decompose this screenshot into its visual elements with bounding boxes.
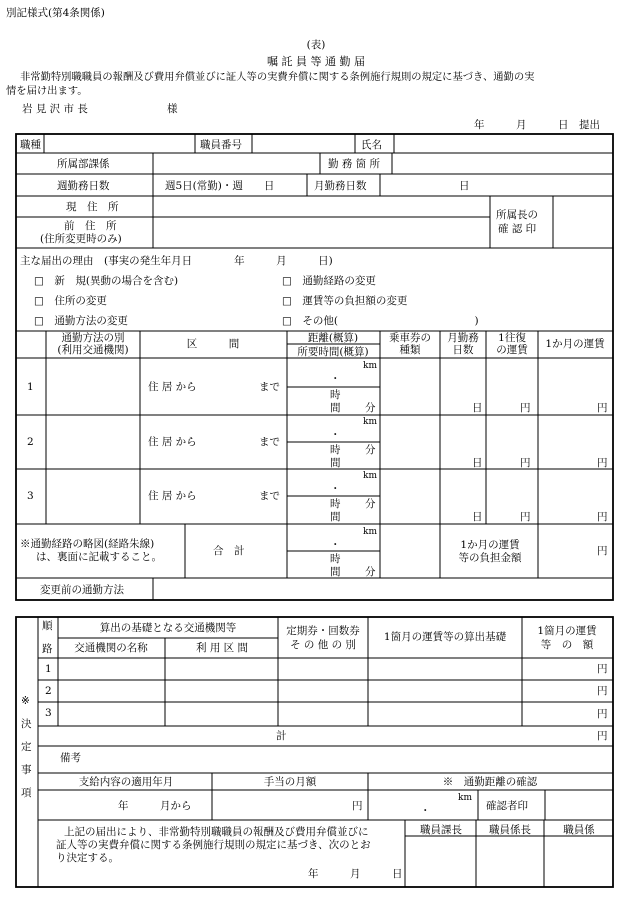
row-dot: ・: [330, 483, 341, 495]
apply-month-value: 年 月から: [118, 800, 192, 812]
total-kan: 間: [330, 566, 341, 578]
col-time: 所要時間(概算): [297, 346, 369, 358]
basis-head: 算出の基礎となる交通機関等: [99, 622, 237, 634]
row-ji: 時: [330, 498, 341, 510]
row-from: 住 居 から: [148, 381, 197, 393]
decision-row-yen: 円: [597, 663, 608, 675]
distance-check-label: ※ 通勤距離の確認: [442, 776, 538, 788]
side-char: 事: [21, 764, 32, 776]
distance-km: km: [458, 793, 472, 803]
row-en-month: 円: [597, 457, 608, 469]
addressee-sama: 様: [167, 103, 178, 115]
row-en: 円: [520, 511, 531, 523]
row-fun: 分: [365, 444, 376, 456]
decision-text-2: 証人等の実費弁償に関する条例施行規則の規定に基づき、次のとお: [56, 839, 371, 851]
distance-dot: ・: [420, 805, 431, 817]
col-round-sub: の運賃: [496, 344, 528, 356]
row-nichi: 日: [472, 511, 483, 523]
row-no: 1: [27, 381, 34, 393]
route-map-note-2: は、裏面に記載すること。: [36, 551, 162, 563]
reason-heading: 主な届出の理由 (事実の発生年月日 年 月 日): [20, 255, 333, 267]
col-section: 区 間: [186, 338, 240, 350]
teiki-head-2: そ の 他 の 別: [290, 639, 356, 651]
label-jun: 順: [42, 620, 53, 632]
decision-row-no: 3: [45, 707, 52, 719]
sig-subsection-chief: 職員係長: [489, 824, 531, 836]
label-department: 所属部課係: [57, 158, 110, 170]
sig-staff: 職員係: [563, 824, 595, 836]
row-ji: 時: [330, 389, 341, 401]
row-kan: 間: [330, 511, 341, 523]
side-char: ※: [21, 695, 30, 707]
teiki-head-1: 定期券・回数券: [286, 625, 360, 637]
monthly-head-1: 1箇月の運賃: [537, 625, 597, 637]
row-dot: ・: [330, 373, 341, 385]
row-en-month: 円: [597, 511, 608, 523]
row-no: 3: [27, 490, 34, 502]
calc-basis-head: 1箇月の運賃等の算出基礎: [383, 631, 507, 643]
col-days-sub: 日数: [452, 344, 474, 356]
row-to: まで: [259, 490, 280, 502]
row-fun: 分: [365, 402, 376, 414]
col-round: 1往復: [498, 332, 526, 344]
burden-label-1: 1か月の運賃: [460, 539, 520, 551]
side-char: 決: [21, 718, 32, 730]
reason-address-change[interactable]: □ 住所の変更: [34, 295, 107, 307]
row-kan: 間: [330, 457, 341, 469]
decision-row-yen: 円: [597, 685, 608, 697]
row-to: まで: [259, 381, 280, 393]
decision-total-yen: 円: [597, 730, 608, 742]
row-en-month: 円: [597, 402, 608, 414]
col-days: 月勤務: [447, 332, 479, 344]
reason-new[interactable]: □ 新 規(異動の場合を含む): [34, 275, 179, 287]
reason-method-change[interactable]: □ 通勤方法の変更: [34, 315, 128, 327]
col-method: 通勤方法の別: [61, 332, 125, 344]
allowance-label: 手当の月額: [263, 776, 317, 788]
monthly-days-unit: 日: [459, 180, 470, 192]
reason-other[interactable]: □ その他( ): [282, 315, 479, 327]
route-map-note-1: ※通勤経路の略図(経路朱線): [20, 538, 155, 550]
use-section-head: 利 用 区 間: [195, 642, 249, 654]
burden-yen: 円: [597, 545, 608, 557]
org-name-head: 交通機関の名称: [74, 642, 148, 654]
decision-date: 年 月 日: [308, 868, 403, 880]
reason-fare-change[interactable]: □ 運賃等の負担額の変更: [282, 295, 408, 307]
label-previous-address: 前 住 所: [64, 220, 117, 232]
label-name: 氏名: [361, 139, 382, 151]
checker-seal-label: 確認者印: [486, 800, 528, 812]
decision-row-no: 1: [45, 663, 52, 675]
col-method-sub: (利用交通機関): [57, 344, 129, 356]
row-to: まで: [259, 436, 280, 448]
col-distance: 距離(概算): [307, 332, 359, 344]
row-fun: 分: [365, 498, 376, 510]
decision-row-yen: 円: [597, 708, 608, 720]
row-no: 2: [27, 436, 34, 448]
row-ji: 時: [330, 444, 341, 456]
row-nichi: 日: [472, 402, 483, 414]
apply-month-label: 支給内容の適用年月: [78, 776, 174, 788]
label-weekly-days: 週勤務日数: [57, 180, 110, 192]
form-label: 別記様式(第4条関係): [6, 7, 105, 19]
row-dot: ・: [330, 429, 341, 441]
col-ticket: 乗車券の: [389, 332, 431, 344]
intro-line-1: 非常勤特別職職員の報酬及び費用弁償並びに証人等の実費弁償に関する条例施行規則の規定に基づき、通勤の実: [20, 71, 535, 83]
side-char: 項: [21, 787, 32, 799]
decision-text-3: り決定する。: [56, 852, 119, 864]
label-supervisor-confirm: 所属長の: [496, 209, 538, 221]
row-km: km: [363, 417, 377, 427]
total-dot: ・: [330, 539, 341, 551]
row-km: km: [363, 361, 377, 371]
label-workplace: 勤 務 箇 所: [328, 158, 381, 170]
reason-route-change[interactable]: □ 通勤経路の変更: [282, 275, 376, 287]
label-previous-address-note: (住所変更時のみ): [40, 233, 122, 245]
row-en: 円: [520, 457, 531, 469]
decision-total: 計: [276, 730, 287, 742]
form-title: 嘱 託 員 等 通 勤 届: [267, 55, 365, 68]
addressee: 岩 見 沢 市 長: [22, 103, 88, 115]
row-km: km: [363, 471, 377, 481]
col-month: 1か月の運賃: [545, 338, 605, 350]
intro-line-2: 情を届け出ます。: [6, 85, 88, 97]
total-km: km: [363, 527, 377, 537]
label-supervisor-seal: 確 認 印: [498, 223, 537, 235]
weekly-days-value: 週5日(常勤)・週 日: [165, 180, 275, 192]
remarks-label: 備考: [60, 752, 81, 764]
total-ji: 時: [330, 553, 341, 565]
row-from: 住 居 から: [148, 490, 197, 502]
label-shokushu: 職種: [20, 139, 41, 151]
total-label: 合 計: [213, 545, 245, 557]
row-en: 円: [520, 402, 531, 414]
label-employee-number: 職員番号: [200, 139, 242, 151]
side-char: 定: [21, 741, 32, 753]
label-current-address: 現 住 所: [66, 201, 119, 213]
row-from: 住 居 から: [148, 436, 197, 448]
monthly-head-2: 等 の 額: [540, 639, 594, 651]
row-nichi: 日: [472, 457, 483, 469]
burden-label-2: 等の負担金額: [458, 552, 522, 564]
allowance-yen: 円: [352, 800, 363, 812]
decision-row-no: 2: [45, 685, 52, 697]
total-fun: 分: [365, 566, 376, 578]
sig-section-chief: 職員課長: [420, 824, 462, 836]
label-monthly-days: 月勤務日数: [314, 180, 367, 192]
row-kan: 間: [330, 402, 341, 414]
submit-date: 年 月 日 提出: [474, 119, 600, 131]
col-ticket-sub: 種類: [399, 344, 421, 356]
decision-text-1: 上記の届出により、非常勤特別職職員の報酬及び費用弁償並びに: [64, 826, 369, 838]
prev-method-label: 変更前の通勤方法: [40, 584, 124, 596]
omote-label: (表): [306, 39, 326, 51]
label-ro: 路: [42, 643, 53, 655]
